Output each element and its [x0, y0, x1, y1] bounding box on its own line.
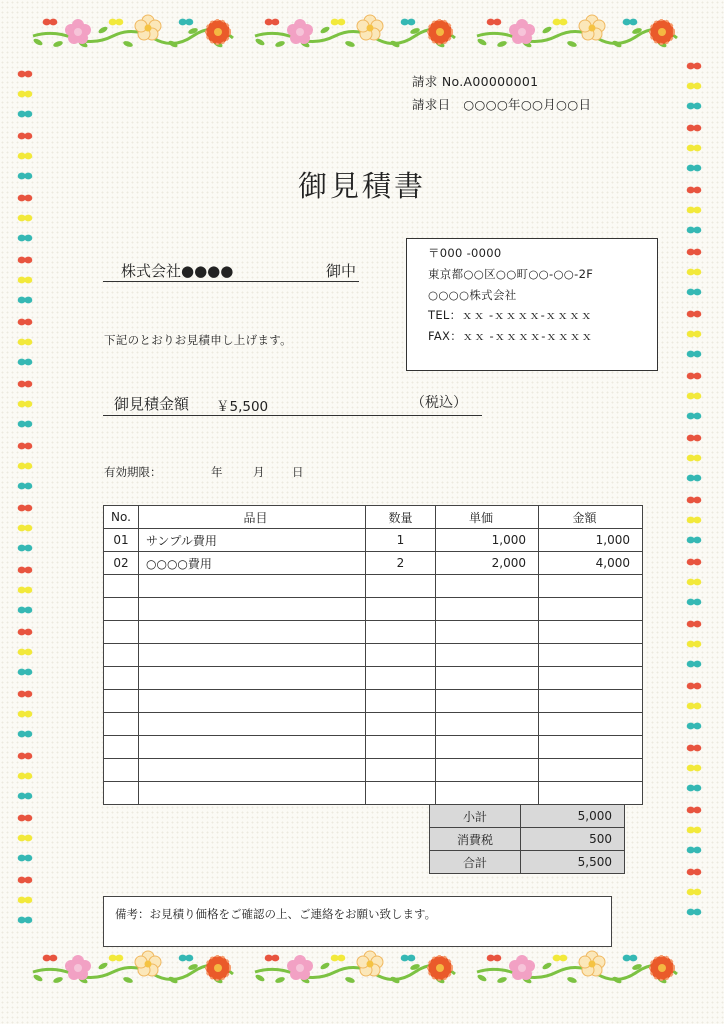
invoice-date: 請求日 ○○○○年○○月○○日 [412, 97, 592, 112]
empty-cell [366, 644, 436, 667]
table-row-empty [104, 667, 643, 690]
empty-cell [539, 598, 643, 621]
header-unit-price: 単価 [436, 506, 539, 529]
tax-value: 500 [521, 828, 625, 851]
empty-cell [539, 759, 643, 782]
table-row-empty [104, 621, 643, 644]
empty-cell [539, 713, 643, 736]
empty-cell [139, 690, 366, 713]
issuer-tel: TEL：ｘｘ -ｘｘｘｘ-ｘｘｘｘ [428, 308, 593, 322]
empty-cell [436, 575, 539, 598]
document-title: 御見積書 [297, 169, 426, 203]
empty-cell [366, 575, 436, 598]
grand-total-label: 合計 [430, 851, 521, 874]
row-qty: 1 [366, 529, 436, 552]
empty-cell [436, 621, 539, 644]
empty-cell [104, 621, 139, 644]
empty-cell [366, 736, 436, 759]
table-header-row [104, 506, 643, 529]
empty-cell [436, 713, 539, 736]
empty-cell [539, 575, 643, 598]
summary-row-tax [430, 828, 625, 851]
table-row-empty [104, 644, 643, 667]
issuer-address: 東京都○○区○○町○○-○○-2F [428, 267, 594, 281]
remarks-box [103, 896, 612, 947]
subtotal-label: 小計 [430, 805, 521, 828]
invoice-number: 請求 No.A00000001 [412, 74, 539, 89]
summary-row-subtotal [430, 805, 625, 828]
empty-cell [139, 713, 366, 736]
row-qty: 2 [366, 552, 436, 575]
empty-cell [139, 736, 366, 759]
empty-cell [139, 759, 366, 782]
table-row-empty [104, 782, 643, 805]
intro-text: 下記のとおりお見積申し上げます。 [104, 333, 292, 347]
total-amount: ￥5,500 [216, 399, 269, 415]
empty-cell [539, 621, 643, 644]
total-underline [103, 415, 482, 416]
summary-row-total [430, 851, 625, 874]
row-amount: 1,000 [539, 529, 643, 552]
remarks-text: 備考：お見積り価格をご確認の上、ご連絡をお願い致します。 [115, 907, 437, 921]
empty-cell [366, 598, 436, 621]
empty-cell [436, 736, 539, 759]
empty-cell [366, 621, 436, 644]
client-underline [103, 281, 359, 282]
validity-year: 年 [211, 465, 223, 479]
table-row [104, 552, 643, 575]
header-qty: 数量 [366, 506, 436, 529]
table-row [104, 529, 643, 552]
row-item: サンプル費用 [139, 529, 366, 552]
empty-cell [539, 736, 643, 759]
validity-month: 月 [253, 465, 265, 479]
empty-cell [366, 713, 436, 736]
empty-cell [539, 644, 643, 667]
validity-label: 有効期限： [104, 465, 162, 479]
total-tax-note: （税込） [411, 395, 467, 411]
empty-cell [436, 690, 539, 713]
table-row-empty [104, 598, 643, 621]
empty-cell [104, 667, 139, 690]
empty-cell [139, 575, 366, 598]
empty-cell [104, 713, 139, 736]
client-name: 株式会社●●●● [121, 262, 234, 280]
empty-cell [539, 690, 643, 713]
table-row-empty [104, 736, 643, 759]
grand-total-value: 5,500 [521, 851, 625, 874]
total-label: 御見積金額 [114, 395, 190, 413]
empty-cell [139, 667, 366, 690]
validity-day: 日 [292, 465, 304, 479]
table-row-empty [104, 759, 643, 782]
empty-cell [139, 621, 366, 644]
empty-cell [104, 759, 139, 782]
tax-label: 消費税 [430, 828, 521, 851]
empty-cell [436, 759, 539, 782]
row-unit-price: 1,000 [436, 529, 539, 552]
issuer-postal: 〒000 -0000 [428, 246, 502, 260]
empty-cell [139, 644, 366, 667]
empty-cell [104, 736, 139, 759]
empty-cell [366, 667, 436, 690]
empty-cell [104, 690, 139, 713]
empty-cell [436, 598, 539, 621]
empty-cell [104, 782, 139, 805]
table-row-empty [104, 713, 643, 736]
empty-cell [366, 690, 436, 713]
row-unit-price: 2,000 [436, 552, 539, 575]
row-no: 02 [104, 552, 139, 575]
row-no: 01 [104, 529, 139, 552]
empty-cell [539, 667, 643, 690]
empty-cell [366, 759, 436, 782]
empty-cell [104, 644, 139, 667]
issuer-info-box [406, 238, 658, 371]
summary-table [429, 804, 625, 874]
empty-cell [139, 782, 366, 805]
client-honorific: 御中 [326, 262, 357, 280]
items-table [103, 505, 643, 805]
empty-cell [104, 575, 139, 598]
table-row-empty [104, 690, 643, 713]
row-item: ○○○○費用 [139, 552, 366, 575]
empty-cell [366, 782, 436, 805]
empty-cell [436, 782, 539, 805]
empty-cell [139, 598, 366, 621]
issuer-fax: FAX：ｘｘ -ｘｘｘｘ-ｘｘｘｘ [428, 329, 593, 343]
empty-cell [104, 598, 139, 621]
subtotal-value: 5,000 [521, 805, 625, 828]
issuer-company: ○○○○株式会社 [428, 288, 517, 302]
row-amount: 4,000 [539, 552, 643, 575]
header-amount: 金額 [539, 506, 643, 529]
header-no: No. [104, 506, 139, 529]
empty-cell [436, 644, 539, 667]
table-row-empty [104, 575, 643, 598]
empty-cell [539, 782, 643, 805]
header-item: 品目 [139, 506, 366, 529]
empty-cell [436, 667, 539, 690]
